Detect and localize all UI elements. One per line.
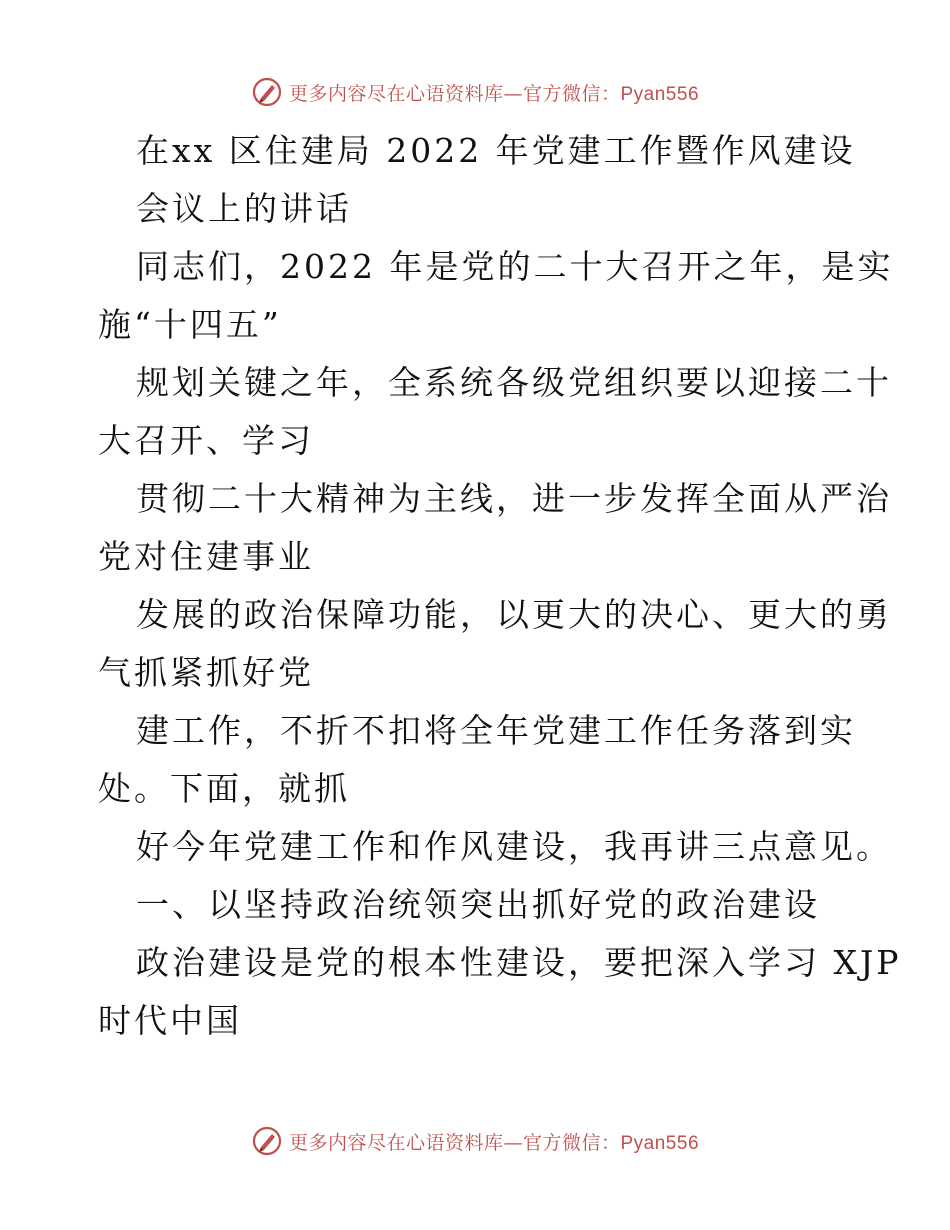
text-line: 党对住建事业 xyxy=(98,537,314,576)
watermark-text: 更多内容尽在心语资料库—官方微信：Pyan556 xyxy=(288,1131,700,1154)
text-line: 规划关键之年，全系统各级党组织要以迎接二十 xyxy=(136,363,892,402)
text-line: 同志们，2022 年是党的二十大召开之年，是实 xyxy=(136,247,894,286)
text-line: 处。下面，就抓 xyxy=(98,769,350,808)
text-line: 政治建设是党的根本性建设，要把深入学习 XJP xyxy=(136,943,902,982)
watermark-content xyxy=(251,1125,699,1157)
text-line: 大召开、学习 xyxy=(98,421,314,460)
text-line: 施“十四五” xyxy=(98,305,282,344)
text-line: 气抓紧抓好党 xyxy=(98,653,314,692)
header-watermark xyxy=(0,72,950,112)
text-line: 时代中国 xyxy=(98,1001,242,1040)
text-line: 好今年党建工作和作风建设，我再讲三点意见。 xyxy=(136,827,892,866)
watermark-text: 更多内容尽在心语资料库—官方微信：Pyan556 xyxy=(288,82,700,105)
pen-logo-icon xyxy=(251,76,283,108)
text-line: 建工作，不折不扣将全年党建工作任务落到实 xyxy=(136,711,856,750)
wechat-id: Pyan556 xyxy=(620,1132,700,1154)
document-body xyxy=(98,122,902,1050)
wechat-id: Pyan556 xyxy=(620,83,700,105)
text-line: 一、以坚持政治统领突出抓好党的政治建设 xyxy=(136,885,820,924)
footer-watermark xyxy=(0,1121,950,1161)
watermark-content xyxy=(251,76,699,108)
text-line: 贯彻二十大精神为主线，进一步发挥全面从严治 xyxy=(136,479,892,518)
text-line: 在xx 区住建局 2022 年党建工作暨作风建设 xyxy=(136,131,856,170)
pen-logo-icon xyxy=(251,1125,283,1157)
text-line: 发展的政治保障功能，以更大的决心、更大的勇 xyxy=(136,595,892,634)
text-line: 会议上的讲话 xyxy=(136,189,352,228)
